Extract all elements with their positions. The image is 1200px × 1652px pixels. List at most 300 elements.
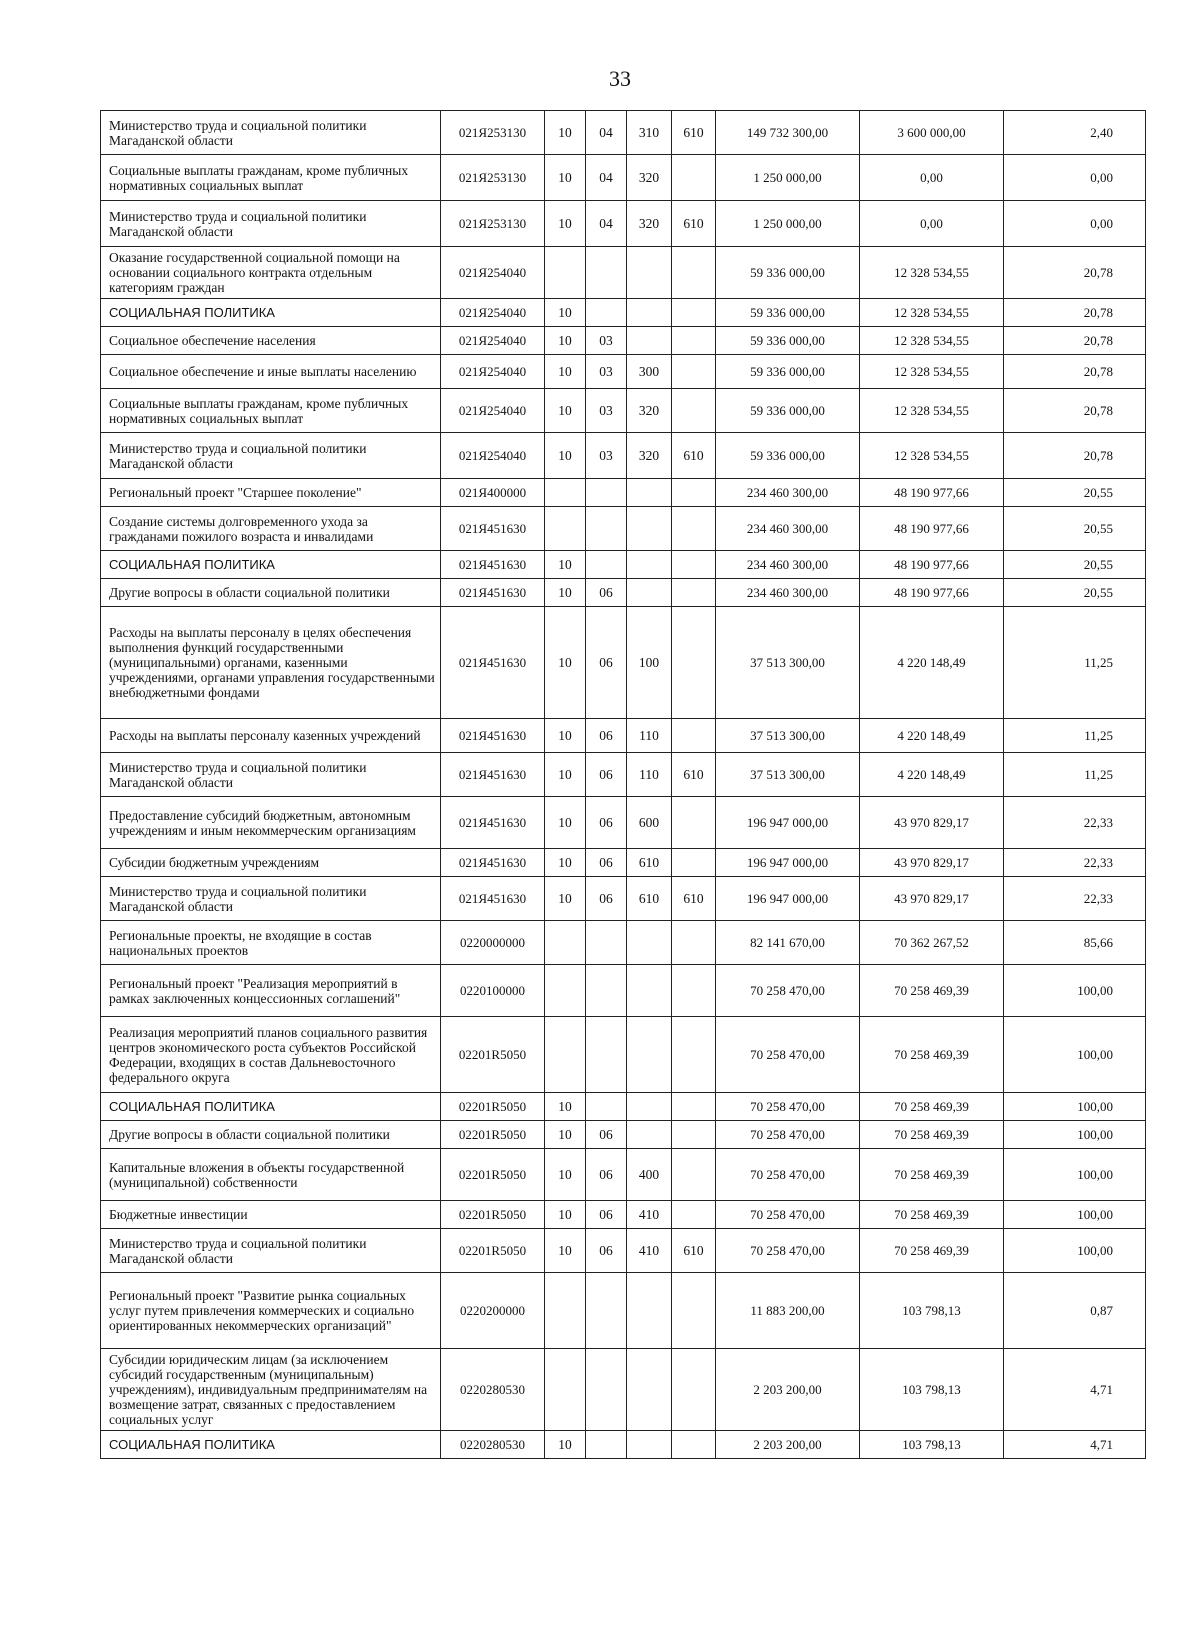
cell-execution-percent: 20,78 xyxy=(1004,247,1146,299)
cell-subsection: 04 xyxy=(586,111,627,155)
cell-expense-type xyxy=(627,965,672,1017)
cell-budget-manager xyxy=(672,327,716,355)
cell-name: СОЦИАЛЬНАЯ ПОЛИТИКА xyxy=(101,299,441,327)
cell-execution-percent: 0,87 xyxy=(1004,1273,1146,1349)
cell-planned-amount: 2 203 200,00 xyxy=(716,1349,860,1431)
cell-expense-type: 110 xyxy=(627,719,672,753)
cell-planned-amount: 37 513 300,00 xyxy=(716,607,860,719)
cell-execution-percent: 100,00 xyxy=(1004,1149,1146,1201)
cell-section: 10 xyxy=(545,111,586,155)
cell-section: 10 xyxy=(545,1201,586,1229)
cell-budget-manager xyxy=(672,1431,716,1459)
cell-expense-type xyxy=(627,1017,672,1093)
cell-target-article: 021Я253130 xyxy=(441,155,545,201)
cell-expense-type xyxy=(627,551,672,579)
cell-section: 10 xyxy=(545,1121,586,1149)
cell-actual-amount: 70 258 469,39 xyxy=(860,1121,1004,1149)
cell-actual-amount: 48 190 977,66 xyxy=(860,507,1004,551)
cell-name: Предоставление субсидий бюджетным, автономным учреждениям и иным некоммерческим организациям xyxy=(101,797,441,849)
cell-execution-percent: 100,00 xyxy=(1004,965,1146,1017)
cell-execution-percent: 4,71 xyxy=(1004,1431,1146,1459)
cell-section: 10 xyxy=(545,1149,586,1201)
cell-subsection: 06 xyxy=(586,719,627,753)
cell-actual-amount: 103 798,13 xyxy=(860,1349,1004,1431)
cell-expense-type: 320 xyxy=(627,201,672,247)
table-row xyxy=(101,1273,1146,1349)
cell-target-article: 02201R5050 xyxy=(441,1017,545,1093)
cell-execution-percent: 22,33 xyxy=(1004,877,1146,921)
table-row xyxy=(101,1431,1146,1459)
cell-subsection: 06 xyxy=(586,1201,627,1229)
cell-execution-percent: 20,55 xyxy=(1004,551,1146,579)
cell-target-article: 0220200000 xyxy=(441,1273,545,1349)
cell-subsection: 06 xyxy=(586,1149,627,1201)
cell-actual-amount: 4 220 148,49 xyxy=(860,753,1004,797)
cell-expense-type xyxy=(627,327,672,355)
cell-name: Региональный проект "Старшее поколение" xyxy=(101,479,441,507)
cell-name: Социальные выплаты гражданам, кроме публичных нормативных социальных выплат xyxy=(101,389,441,433)
table-row xyxy=(101,1149,1146,1201)
cell-target-article: 021Я451630 xyxy=(441,877,545,921)
cell-budget-manager: 610 xyxy=(672,753,716,797)
cell-expense-type: 100 xyxy=(627,607,672,719)
cell-section: 10 xyxy=(545,327,586,355)
cell-target-article: 021Я254040 xyxy=(441,355,545,389)
cell-section: 10 xyxy=(545,797,586,849)
cell-budget-manager xyxy=(672,551,716,579)
cell-actual-amount: 0,00 xyxy=(860,155,1004,201)
cell-name: Другие вопросы в области социальной политики xyxy=(101,1121,441,1149)
table-row xyxy=(101,389,1146,433)
cell-expense-type: 410 xyxy=(627,1201,672,1229)
cell-execution-percent: 20,78 xyxy=(1004,433,1146,479)
cell-expense-type: 310 xyxy=(627,111,672,155)
cell-planned-amount: 234 460 300,00 xyxy=(716,479,860,507)
cell-section: 10 xyxy=(545,201,586,247)
cell-subsection: 06 xyxy=(586,1121,627,1149)
cell-budget-manager: 610 xyxy=(672,433,716,479)
cell-expense-type xyxy=(627,579,672,607)
cell-budget-manager: 610 xyxy=(672,201,716,247)
cell-name: Субсидии юридическим лицам (за исключением субсидий государственным (муниципальным) учреждениям), индивидуальным предпринимателям на возмещение затрат, связанных с предоставлением социальных услуг xyxy=(101,1349,441,1431)
cell-target-article: 021Я451630 xyxy=(441,551,545,579)
cell-budget-manager xyxy=(672,299,716,327)
cell-execution-percent: 100,00 xyxy=(1004,1093,1146,1121)
cell-budget-manager xyxy=(672,355,716,389)
cell-subsection: 06 xyxy=(586,849,627,877)
cell-actual-amount: 48 190 977,66 xyxy=(860,479,1004,507)
cell-subsection xyxy=(586,551,627,579)
cell-section: 10 xyxy=(545,1431,586,1459)
cell-target-article: 021Я451630 xyxy=(441,607,545,719)
cell-budget-manager xyxy=(672,579,716,607)
cell-actual-amount: 4 220 148,49 xyxy=(860,719,1004,753)
cell-budget-manager xyxy=(672,155,716,201)
cell-execution-percent: 20,78 xyxy=(1004,389,1146,433)
cell-planned-amount: 1 250 000,00 xyxy=(716,201,860,247)
cell-subsection: 06 xyxy=(586,1229,627,1273)
cell-expense-type xyxy=(627,1431,672,1459)
cell-execution-percent: 100,00 xyxy=(1004,1121,1146,1149)
cell-budget-manager xyxy=(672,797,716,849)
cell-subsection: 06 xyxy=(586,797,627,849)
cell-budget-manager xyxy=(672,607,716,719)
cell-subsection: 06 xyxy=(586,607,627,719)
page-number: 33 xyxy=(609,66,631,91)
table-row xyxy=(101,299,1146,327)
table-body xyxy=(101,111,1146,1459)
cell-section: 10 xyxy=(545,877,586,921)
cell-name: Региональный проект "Развитие рынка социальных услуг путем привлечения коммерческих и социально ориентированных некоммерческих организаций" xyxy=(101,1273,441,1349)
cell-budget-manager xyxy=(672,1017,716,1093)
cell-target-article: 021Я254040 xyxy=(441,433,545,479)
cell-planned-amount: 59 336 000,00 xyxy=(716,389,860,433)
cell-actual-amount: 70 258 469,39 xyxy=(860,1229,1004,1273)
cell-actual-amount: 70 258 469,39 xyxy=(860,1149,1004,1201)
cell-budget-manager: 610 xyxy=(672,1229,716,1273)
cell-planned-amount: 196 947 000,00 xyxy=(716,849,860,877)
cell-planned-amount: 11 883 200,00 xyxy=(716,1273,860,1349)
cell-target-article: 021Я451630 xyxy=(441,849,545,877)
cell-actual-amount: 12 328 534,55 xyxy=(860,247,1004,299)
cell-actual-amount: 48 190 977,66 xyxy=(860,579,1004,607)
table-row xyxy=(101,921,1146,965)
cell-target-article: 021Я400000 xyxy=(441,479,545,507)
cell-expense-type xyxy=(627,299,672,327)
table-row xyxy=(101,965,1146,1017)
cell-planned-amount: 70 258 470,00 xyxy=(716,1201,860,1229)
cell-planned-amount: 2 203 200,00 xyxy=(716,1431,860,1459)
cell-target-article: 021Я254040 xyxy=(441,327,545,355)
cell-planned-amount: 37 513 300,00 xyxy=(716,719,860,753)
cell-subsection: 06 xyxy=(586,877,627,921)
table-row xyxy=(101,1201,1146,1229)
cell-section: 10 xyxy=(545,433,586,479)
cell-actual-amount: 12 328 534,55 xyxy=(860,355,1004,389)
cell-section xyxy=(545,507,586,551)
cell-subsection: 03 xyxy=(586,433,627,479)
cell-actual-amount: 70 362 267,52 xyxy=(860,921,1004,965)
cell-actual-amount: 103 798,13 xyxy=(860,1273,1004,1349)
cell-subsection: 06 xyxy=(586,579,627,607)
table-row xyxy=(101,111,1146,155)
cell-planned-amount: 59 336 000,00 xyxy=(716,433,860,479)
cell-section xyxy=(545,1349,586,1431)
cell-target-article: 021Я451630 xyxy=(441,579,545,607)
cell-name: Министерство труда и социальной политики Магаданской области xyxy=(101,753,441,797)
cell-section xyxy=(545,479,586,507)
cell-expense-type xyxy=(627,1093,672,1121)
cell-planned-amount: 70 258 470,00 xyxy=(716,965,860,1017)
table-row xyxy=(101,753,1146,797)
cell-subsection: 06 xyxy=(586,753,627,797)
cell-expense-type: 320 xyxy=(627,433,672,479)
cell-subsection: 03 xyxy=(586,327,627,355)
cell-planned-amount: 37 513 300,00 xyxy=(716,753,860,797)
cell-target-article: 0220000000 xyxy=(441,921,545,965)
cell-subsection xyxy=(586,1431,627,1459)
cell-section: 10 xyxy=(545,551,586,579)
cell-budget-manager: 610 xyxy=(672,111,716,155)
cell-name: Капитальные вложения в объекты государственной (муниципальной) собственности xyxy=(101,1149,441,1201)
cell-expense-type: 610 xyxy=(627,877,672,921)
cell-actual-amount: 3 600 000,00 xyxy=(860,111,1004,155)
cell-planned-amount: 59 336 000,00 xyxy=(716,355,860,389)
cell-planned-amount: 59 336 000,00 xyxy=(716,247,860,299)
table-row xyxy=(101,1093,1146,1121)
cell-planned-amount: 82 141 670,00 xyxy=(716,921,860,965)
cell-expense-type: 610 xyxy=(627,849,672,877)
cell-planned-amount: 149 732 300,00 xyxy=(716,111,860,155)
table-row xyxy=(101,201,1146,247)
cell-actual-amount: 12 328 534,55 xyxy=(860,389,1004,433)
cell-actual-amount: 4 220 148,49 xyxy=(860,607,1004,719)
cell-section xyxy=(545,1273,586,1349)
cell-execution-percent: 100,00 xyxy=(1004,1017,1146,1093)
cell-subsection xyxy=(586,299,627,327)
cell-planned-amount: 196 947 000,00 xyxy=(716,877,860,921)
cell-actual-amount: 12 328 534,55 xyxy=(860,433,1004,479)
table-row xyxy=(101,849,1146,877)
cell-name: СОЦИАЛЬНАЯ ПОЛИТИКА xyxy=(101,1093,441,1121)
cell-execution-percent: 20,55 xyxy=(1004,507,1146,551)
cell-expense-type: 410 xyxy=(627,1229,672,1273)
cell-section: 10 xyxy=(545,389,586,433)
cell-execution-percent: 4,71 xyxy=(1004,1349,1146,1431)
cell-budget-manager xyxy=(672,849,716,877)
cell-execution-percent: 22,33 xyxy=(1004,849,1146,877)
cell-section: 10 xyxy=(545,579,586,607)
cell-expense-type: 320 xyxy=(627,155,672,201)
cell-section: 10 xyxy=(545,355,586,389)
table-row xyxy=(101,551,1146,579)
table-row xyxy=(101,579,1146,607)
cell-planned-amount: 70 258 470,00 xyxy=(716,1017,860,1093)
cell-subsection: 03 xyxy=(586,389,627,433)
cell-section: 10 xyxy=(545,1229,586,1273)
cell-expense-type: 110 xyxy=(627,753,672,797)
cell-expense-type: 400 xyxy=(627,1149,672,1201)
table-row xyxy=(101,155,1146,201)
cell-target-article: 021Я253130 xyxy=(441,111,545,155)
cell-actual-amount: 12 328 534,55 xyxy=(860,327,1004,355)
cell-expense-type xyxy=(627,921,672,965)
cell-execution-percent: 0,00 xyxy=(1004,201,1146,247)
cell-planned-amount: 234 460 300,00 xyxy=(716,551,860,579)
cell-subsection xyxy=(586,247,627,299)
cell-target-article: 0220280530 xyxy=(441,1431,545,1459)
cell-planned-amount: 234 460 300,00 xyxy=(716,579,860,607)
cell-subsection xyxy=(586,1017,627,1093)
cell-name: Министерство труда и социальной политики Магаданской области xyxy=(101,201,441,247)
cell-target-article: 021Я254040 xyxy=(441,247,545,299)
cell-name: Региональный проект "Реализация мероприятий в рамках заключенных концессионных соглашений" xyxy=(101,965,441,1017)
cell-name: Субсидии бюджетным учреждениям xyxy=(101,849,441,877)
cell-name: Бюджетные инвестиции xyxy=(101,1201,441,1229)
table-row xyxy=(101,877,1146,921)
cell-target-article: 0220280530 xyxy=(441,1349,545,1431)
cell-execution-percent: 2,40 xyxy=(1004,111,1146,155)
cell-name: Другие вопросы в области социальной политики xyxy=(101,579,441,607)
cell-expense-type: 320 xyxy=(627,389,672,433)
cell-planned-amount: 70 258 470,00 xyxy=(716,1121,860,1149)
cell-target-article: 02201R5050 xyxy=(441,1149,545,1201)
cell-subsection: 04 xyxy=(586,201,627,247)
cell-budget-manager xyxy=(672,389,716,433)
cell-planned-amount: 59 336 000,00 xyxy=(716,327,860,355)
cell-subsection xyxy=(586,507,627,551)
cell-target-article: 021Я254040 xyxy=(441,389,545,433)
cell-target-article: 021Я451630 xyxy=(441,753,545,797)
cell-expense-type xyxy=(627,1121,672,1149)
cell-execution-percent: 20,78 xyxy=(1004,327,1146,355)
cell-actual-amount: 12 328 534,55 xyxy=(860,299,1004,327)
cell-section xyxy=(545,247,586,299)
table-row xyxy=(101,1229,1146,1273)
cell-execution-percent: 100,00 xyxy=(1004,1229,1146,1273)
cell-budget-manager xyxy=(672,1121,716,1149)
cell-section: 10 xyxy=(545,753,586,797)
cell-name: Региональные проекты, не входящие в состав национальных проектов xyxy=(101,921,441,965)
cell-execution-percent: 20,55 xyxy=(1004,479,1146,507)
cell-section xyxy=(545,965,586,1017)
cell-expense-type xyxy=(627,479,672,507)
cell-expense-type xyxy=(627,1273,672,1349)
cell-section: 10 xyxy=(545,607,586,719)
cell-name: Министерство труда и социальной политики Магаданской области xyxy=(101,111,441,155)
cell-execution-percent: 11,25 xyxy=(1004,719,1146,753)
cell-planned-amount: 59 336 000,00 xyxy=(716,299,860,327)
cell-target-article: 021Я253130 xyxy=(441,201,545,247)
cell-section: 10 xyxy=(545,719,586,753)
cell-expense-type xyxy=(627,507,672,551)
cell-budget-manager xyxy=(672,1273,716,1349)
cell-name: Министерство труда и социальной политики Магаданской области xyxy=(101,433,441,479)
cell-name: СОЦИАЛЬНАЯ ПОЛИТИКА xyxy=(101,551,441,579)
cell-target-article: 02201R5050 xyxy=(441,1229,545,1273)
cell-actual-amount: 70 258 469,39 xyxy=(860,965,1004,1017)
cell-budget-manager xyxy=(672,479,716,507)
budget-table xyxy=(100,110,1146,1459)
table-row xyxy=(101,1349,1146,1431)
cell-name: Министерство труда и социальной политики Магаданской области xyxy=(101,1229,441,1273)
cell-name: Министерство труда и социальной политики Магаданской области xyxy=(101,877,441,921)
cell-section xyxy=(545,921,586,965)
cell-budget-manager xyxy=(672,921,716,965)
cell-actual-amount: 0,00 xyxy=(860,201,1004,247)
cell-target-article: 021Я254040 xyxy=(441,299,545,327)
cell-planned-amount: 234 460 300,00 xyxy=(716,507,860,551)
cell-actual-amount: 70 258 469,39 xyxy=(860,1017,1004,1093)
cell-name: Оказание государственной социальной помощи на основании социального контракта отдельным категориям граждан xyxy=(101,247,441,299)
cell-execution-percent: 100,00 xyxy=(1004,1201,1146,1229)
cell-budget-manager xyxy=(672,1349,716,1431)
table-row xyxy=(101,355,1146,389)
cell-section: 10 xyxy=(545,299,586,327)
cell-section: 10 xyxy=(545,849,586,877)
cell-target-article: 02201R5050 xyxy=(441,1121,545,1149)
cell-actual-amount: 43 970 829,17 xyxy=(860,849,1004,877)
cell-execution-percent: 85,66 xyxy=(1004,921,1146,965)
cell-actual-amount: 70 258 469,39 xyxy=(860,1201,1004,1229)
cell-execution-percent: 11,25 xyxy=(1004,753,1146,797)
cell-execution-percent: 22,33 xyxy=(1004,797,1146,849)
table-row xyxy=(101,433,1146,479)
cell-name: Расходы на выплаты персоналу казенных учреждений xyxy=(101,719,441,753)
table-row xyxy=(101,1121,1146,1149)
cell-budget-manager xyxy=(672,719,716,753)
table-row xyxy=(101,479,1146,507)
cell-name: Социальное обеспечение населения xyxy=(101,327,441,355)
cell-expense-type: 300 xyxy=(627,355,672,389)
cell-budget-manager xyxy=(672,1201,716,1229)
cell-expense-type xyxy=(627,247,672,299)
cell-expense-type xyxy=(627,1349,672,1431)
cell-target-article: 021Я451630 xyxy=(441,507,545,551)
cell-budget-manager xyxy=(672,247,716,299)
cell-actual-amount: 43 970 829,17 xyxy=(860,797,1004,849)
cell-expense-type: 600 xyxy=(627,797,672,849)
cell-section xyxy=(545,1017,586,1093)
cell-actual-amount: 70 258 469,39 xyxy=(860,1093,1004,1121)
table-row xyxy=(101,327,1146,355)
cell-section: 10 xyxy=(545,1093,586,1121)
cell-name: Социальное обеспечение и иные выплаты населению xyxy=(101,355,441,389)
cell-name: Создание системы долговременного ухода за гражданами пожилого возраста и инвалидами xyxy=(101,507,441,551)
cell-planned-amount: 1 250 000,00 xyxy=(716,155,860,201)
cell-planned-amount: 70 258 470,00 xyxy=(716,1149,860,1201)
cell-subsection: 03 xyxy=(586,355,627,389)
cell-section: 10 xyxy=(545,155,586,201)
cell-name: Социальные выплаты гражданам, кроме публичных нормативных социальных выплат xyxy=(101,155,441,201)
cell-execution-percent: 20,78 xyxy=(1004,299,1146,327)
cell-name: Реализация мероприятий планов социального развития центров экономического роста субъектов Российской Федерации, входящих в состав Дальневосточного федерального округа xyxy=(101,1017,441,1093)
cell-target-article: 02201R5050 xyxy=(441,1201,545,1229)
cell-planned-amount: 196 947 000,00 xyxy=(716,797,860,849)
cell-name: СОЦИАЛЬНАЯ ПОЛИТИКА xyxy=(101,1431,441,1459)
cell-subsection xyxy=(586,1093,627,1121)
cell-actual-amount: 103 798,13 xyxy=(860,1431,1004,1459)
table-row xyxy=(101,247,1146,299)
cell-execution-percent: 20,55 xyxy=(1004,579,1146,607)
cell-planned-amount: 70 258 470,00 xyxy=(716,1229,860,1273)
cell-planned-amount: 70 258 470,00 xyxy=(716,1093,860,1121)
cell-actual-amount: 48 190 977,66 xyxy=(860,551,1004,579)
cell-target-article: 02201R5050 xyxy=(441,1093,545,1121)
cell-name: Расходы на выплаты персоналу в целях обеспечения выполнения функций государственными (муниципальными) органами, казенными учреждениями, органами управления государственными внебюджетными фондами xyxy=(101,607,441,719)
table-row xyxy=(101,719,1146,753)
cell-subsection xyxy=(586,921,627,965)
cell-budget-manager xyxy=(672,965,716,1017)
cell-budget-manager xyxy=(672,1093,716,1121)
cell-execution-percent: 0,00 xyxy=(1004,155,1146,201)
cell-execution-percent: 20,78 xyxy=(1004,355,1146,389)
cell-target-article: 021Я451630 xyxy=(441,719,545,753)
cell-subsection xyxy=(586,1349,627,1431)
cell-target-article: 021Я451630 xyxy=(441,797,545,849)
cell-budget-manager xyxy=(672,507,716,551)
table-row xyxy=(101,607,1146,719)
table-row xyxy=(101,797,1146,849)
cell-target-article: 0220100000 xyxy=(441,965,545,1017)
cell-execution-percent: 11,25 xyxy=(1004,607,1146,719)
table-row xyxy=(101,507,1146,551)
cell-budget-manager xyxy=(672,1149,716,1201)
cell-subsection xyxy=(586,965,627,1017)
cell-subsection xyxy=(586,1273,627,1349)
cell-subsection: 04 xyxy=(586,155,627,201)
table-row xyxy=(101,1017,1146,1093)
